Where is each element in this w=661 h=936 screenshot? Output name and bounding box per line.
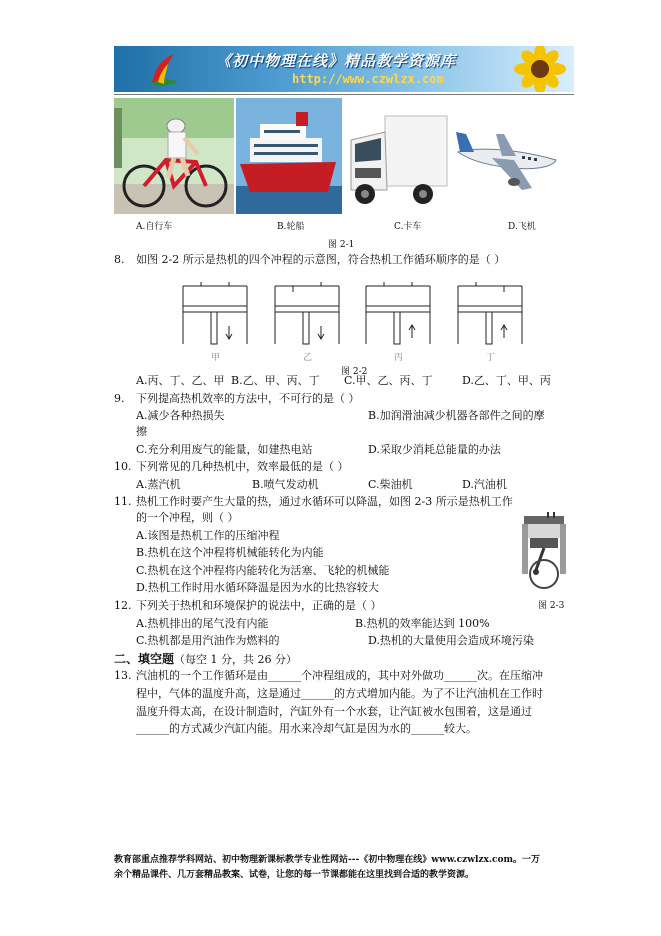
footer-line-1: 教育部重点推荐学科网站、初中物理新课标教学专业性网站---《初中物理在线》www.czwlzx.com。一万 [114,855,541,865]
q8-text: 如图 2-2 所示是热机的四个冲程的示意图，符合热机工作循环顺序的是（ ） [136,253,506,266]
header-rule [114,94,574,95]
caption-truck: C.卡车 [394,222,422,232]
q13-line-2: 程中，气体的温度升高，这是通过______的方式增加内能。为了不让汽油机在工作时 [136,687,543,700]
q13-line-1: 汽油机的一个工作循环是由______个冲程组成的，其中对外做功______次。在压缩冲 [136,669,543,682]
q13-line-3: 温度升得太高，在设计制造时，汽缸外有一个水套，让汽缸被水包围着，这是通过 [136,705,532,718]
q9-option-d: D.采取少消耗总能量的办法 [368,443,501,456]
figure-2-3-label: 图 2-3 [538,601,565,611]
q12-number: 12. [114,599,132,612]
q11-text-line2: 的一个冲程，则（ ） [136,511,239,524]
q9-option-b: B.加润滑油减少机器各部件之间的摩 [368,409,545,422]
q10-option-c: C.柴油机 [368,478,413,491]
engine-label-jia: 甲 [211,353,221,363]
banner-url[interactable]: http://www.czwlzx.com [292,72,444,86]
engine-label-ding: 丁 [486,353,496,363]
q12-option-a: A.热机排出的尾气没有内能 [136,617,269,630]
page-footer [114,853,574,883]
truck-photo [345,98,450,214]
q12-text: 下列关于热机和环境保护的说法中，正确的是（ ） [136,599,382,612]
q12-option-c: C.热机都是用汽油作为燃料的 [136,634,280,647]
q9-number: 9. [114,392,125,405]
q10-option-d: D.汽油机 [462,478,507,491]
engine-diagram-ding [456,282,524,348]
q11-text-line1: 热机工作时要产生大量的热，通过水循环可以降温，如图 2-3 所示是热机工作 [136,495,513,508]
q8-option-c: C.甲、乙、丙、丁 [344,374,433,387]
engine-diagram-yi [273,282,341,348]
footer-line-2: 余个精品课件、几万套精品教案、试卷，让您的每一节课都能在这里找到合适的教学资源。 [114,870,475,880]
header-banner [114,46,574,92]
q10-option-b: B.喷气发动机 [252,478,319,491]
q8-option-d: D.乙、丁、甲、丙 [462,374,551,387]
airplane-photo [452,98,564,214]
engine-cylinder-diagram [518,512,570,592]
q11-option-c: C.热机在这个冲程将内能转化为活塞、飞轮的机械能 [136,564,390,577]
figure-2-1-label: 图 2-1 [328,240,355,250]
q12-option-b: B.热机的效率能达到 100% [355,617,490,630]
q12-option-d: D.热机的大量使用会造成环境污染 [368,634,534,647]
engine-label-bing: 丙 [394,353,404,363]
q8-option-b: B.乙、甲、丙、丁 [231,374,320,387]
bicycle-photo [114,98,234,214]
q9-option-c: C.充分利用废气的能量，如建热电站 [136,443,313,456]
q11-option-d: D.热机工作时用水循环降温是因为水的比热容较大 [136,581,379,594]
site-logo-icon [146,52,180,88]
q8-number: 8. [114,253,125,266]
q10-number: 10. [114,460,132,473]
q13-line-4: ______的方式减少汽缸内能。用水来冷却气缸是因为水的______较大。 [136,722,477,735]
q11-number: 11. [114,495,132,508]
engine-diagram-jia [181,282,249,348]
engine-diagram-bing [364,282,432,348]
banner-title: 《初中物理在线》精品教学资源库 [216,52,457,70]
q11-option-b: B.热机在这个冲程将机械能转化为内能 [136,546,324,559]
caption-ship: B.轮船 [277,222,305,232]
q10-option-a: A.蒸汽机 [136,478,181,491]
figure-2-2-label: 图 2-2 [341,367,368,377]
q8-option-a: A.丙、丁、乙、甲 [136,374,225,387]
sunflower-icon [506,46,574,92]
section-title: 二、填空题 [114,652,175,666]
ship-photo [236,98,342,214]
caption-airplane: D.飞机 [508,222,536,232]
section-note: （每空 1 分，共 26 分） [174,653,297,666]
section-fill-in-title [114,650,297,667]
q9-text: 下列提高热机效率的方法中，不可行的是（ ） [136,392,360,405]
q9-option-b-wrap: 擦 [136,425,147,438]
q9-option-a: A.减少各种热损失 [136,409,225,422]
q13-number: 13. [114,669,132,682]
engine-label-yi: 乙 [303,353,313,363]
q10-text: 下列常见的几种热机中，效率最低的是（ ） [136,460,349,473]
q11-option-a: A.该图是热机工作的压缩冲程 [136,529,280,542]
caption-bicycle: A.自行车 [136,222,173,232]
